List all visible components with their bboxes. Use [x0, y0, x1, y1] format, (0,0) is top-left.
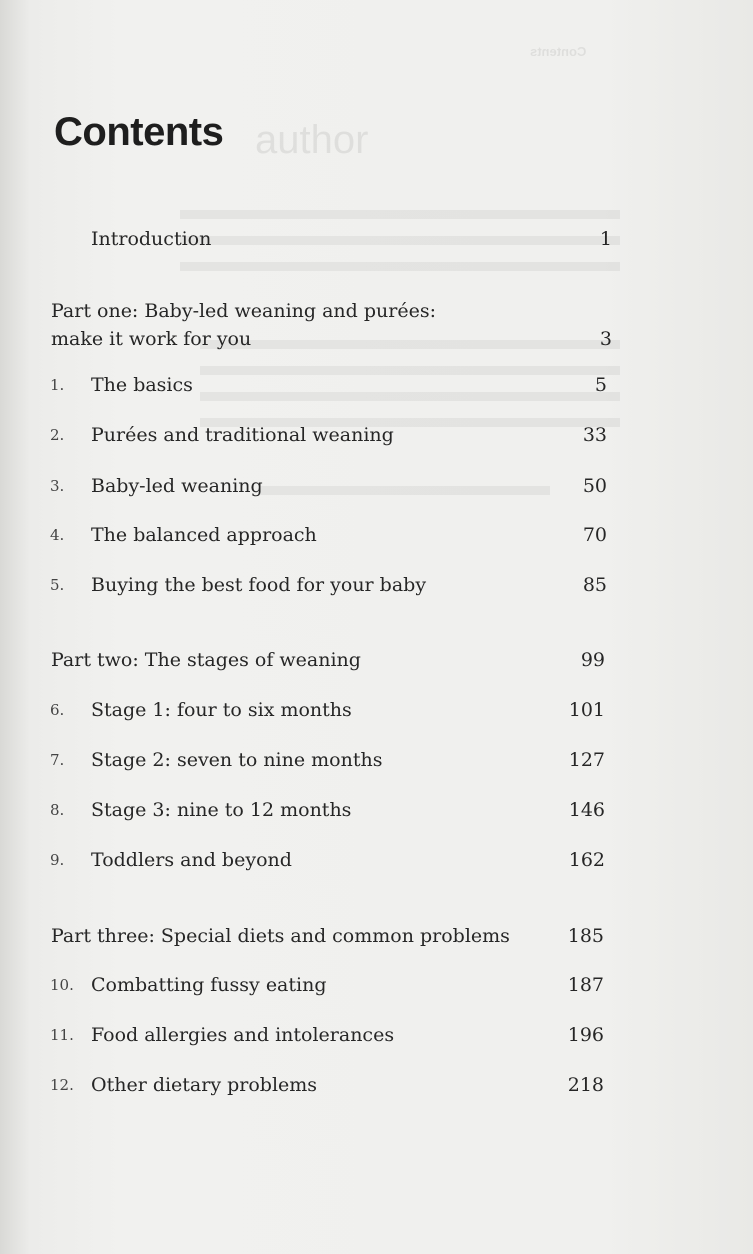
toc-chapter-7[interactable]: [0, 747, 605, 773]
toc-chapter-12[interactable]: [0, 1072, 604, 1098]
toc-chapter-number: 8.: [50, 801, 65, 819]
toc-chapter-page: 50: [582, 475, 607, 497]
toc-chapter-page: 146: [568, 799, 605, 821]
toc-part-page: 185: [567, 925, 604, 947]
show-through-heading: author: [255, 118, 369, 162]
toc-chapter-number: 5.: [50, 576, 65, 594]
toc-chapter-number: 1.: [50, 376, 65, 394]
toc-entry-introduction[interactable]: [0, 226, 612, 252]
toc-part-label: Part two: The stages of weaning: [51, 649, 361, 671]
toc-chapter-page: 5: [594, 374, 607, 396]
toc-chapter-label: Buying the best food for your baby: [91, 574, 427, 596]
toc-chapter-label: Combatting fussy eating: [91, 974, 327, 996]
toc-chapter-9[interactable]: [0, 847, 605, 873]
show-through-running-head: Contents: [530, 44, 587, 59]
toc-chapter-number: 6.: [50, 701, 65, 719]
toc-entry-page: 1: [599, 228, 612, 250]
toc-chapter-4[interactable]: [0, 522, 607, 548]
toc-chapter-1[interactable]: [0, 372, 607, 398]
toc-chapter-10[interactable]: [0, 972, 604, 998]
page-title: Contents: [54, 110, 224, 154]
toc-chapter-label: Food allergies and intolerances: [91, 1024, 395, 1046]
toc-chapter-number: 10.: [50, 976, 74, 994]
show-through-text-line: [180, 262, 620, 271]
toc-chapter-6[interactable]: [0, 697, 605, 723]
toc-part-label: make it work for you: [51, 328, 252, 350]
toc-chapter-number: 3.: [50, 477, 65, 495]
toc-part-page: 3: [599, 328, 612, 350]
toc-chapter-label: Other dietary problems: [91, 1074, 318, 1096]
toc-chapter-number: 7.: [50, 751, 65, 769]
toc-chapter-label: Purées and traditional weaning: [91, 424, 394, 446]
toc-chapter-3[interactable]: [0, 473, 607, 499]
toc-part-one-heading-line2[interactable]: [0, 326, 612, 352]
toc-entry-label: Introduction: [91, 228, 212, 250]
toc-chapter-page: 218: [567, 1074, 604, 1096]
toc-chapter-page: 162: [568, 849, 605, 871]
toc-chapter-number: 12.: [50, 1076, 74, 1094]
toc-part-label: Part three: Special diets and common problems: [51, 925, 510, 947]
toc-part-two-heading[interactable]: [0, 647, 605, 673]
toc-chapter-page: 127: [568, 749, 605, 771]
toc-chapter-number: 9.: [50, 851, 65, 869]
toc-chapter-label: The balanced approach: [91, 524, 317, 546]
toc-part-label: Part one: Baby-led weaning and purées:: [51, 300, 436, 322]
toc-chapter-label: Toddlers and beyond: [91, 849, 292, 871]
toc-chapter-page: 187: [567, 974, 604, 996]
toc-part-page: 99: [580, 649, 605, 671]
toc-chapter-number: 11.: [50, 1026, 74, 1044]
toc-chapter-page: 70: [582, 524, 607, 546]
toc-chapter-page: 196: [567, 1024, 604, 1046]
toc-part-three-heading[interactable]: [0, 923, 604, 949]
toc-chapter-label: The basics: [91, 374, 193, 396]
toc-chapter-label: Baby-led weaning: [91, 475, 263, 497]
toc-chapter-page: 33: [582, 424, 607, 446]
toc-chapter-label: Stage 3: nine to 12 months: [91, 799, 352, 821]
toc-chapter-label: Stage 1: four to six months: [91, 699, 352, 721]
toc-chapter-number: 4.: [50, 526, 65, 544]
show-through-text-line: [180, 210, 620, 219]
toc-chapter-page: 101: [568, 699, 605, 721]
toc-chapter-8[interactable]: [0, 797, 605, 823]
toc-chapter-label: Stage 2: seven to nine months: [91, 749, 383, 771]
toc-chapter-number: 2.: [50, 426, 65, 444]
toc-chapter-11[interactable]: [0, 1022, 604, 1048]
toc-part-one-heading-line1[interactable]: [0, 298, 612, 324]
toc-chapter-5[interactable]: [0, 572, 607, 598]
toc-chapter-2[interactable]: [0, 422, 607, 448]
toc-chapter-page: 85: [582, 574, 607, 596]
